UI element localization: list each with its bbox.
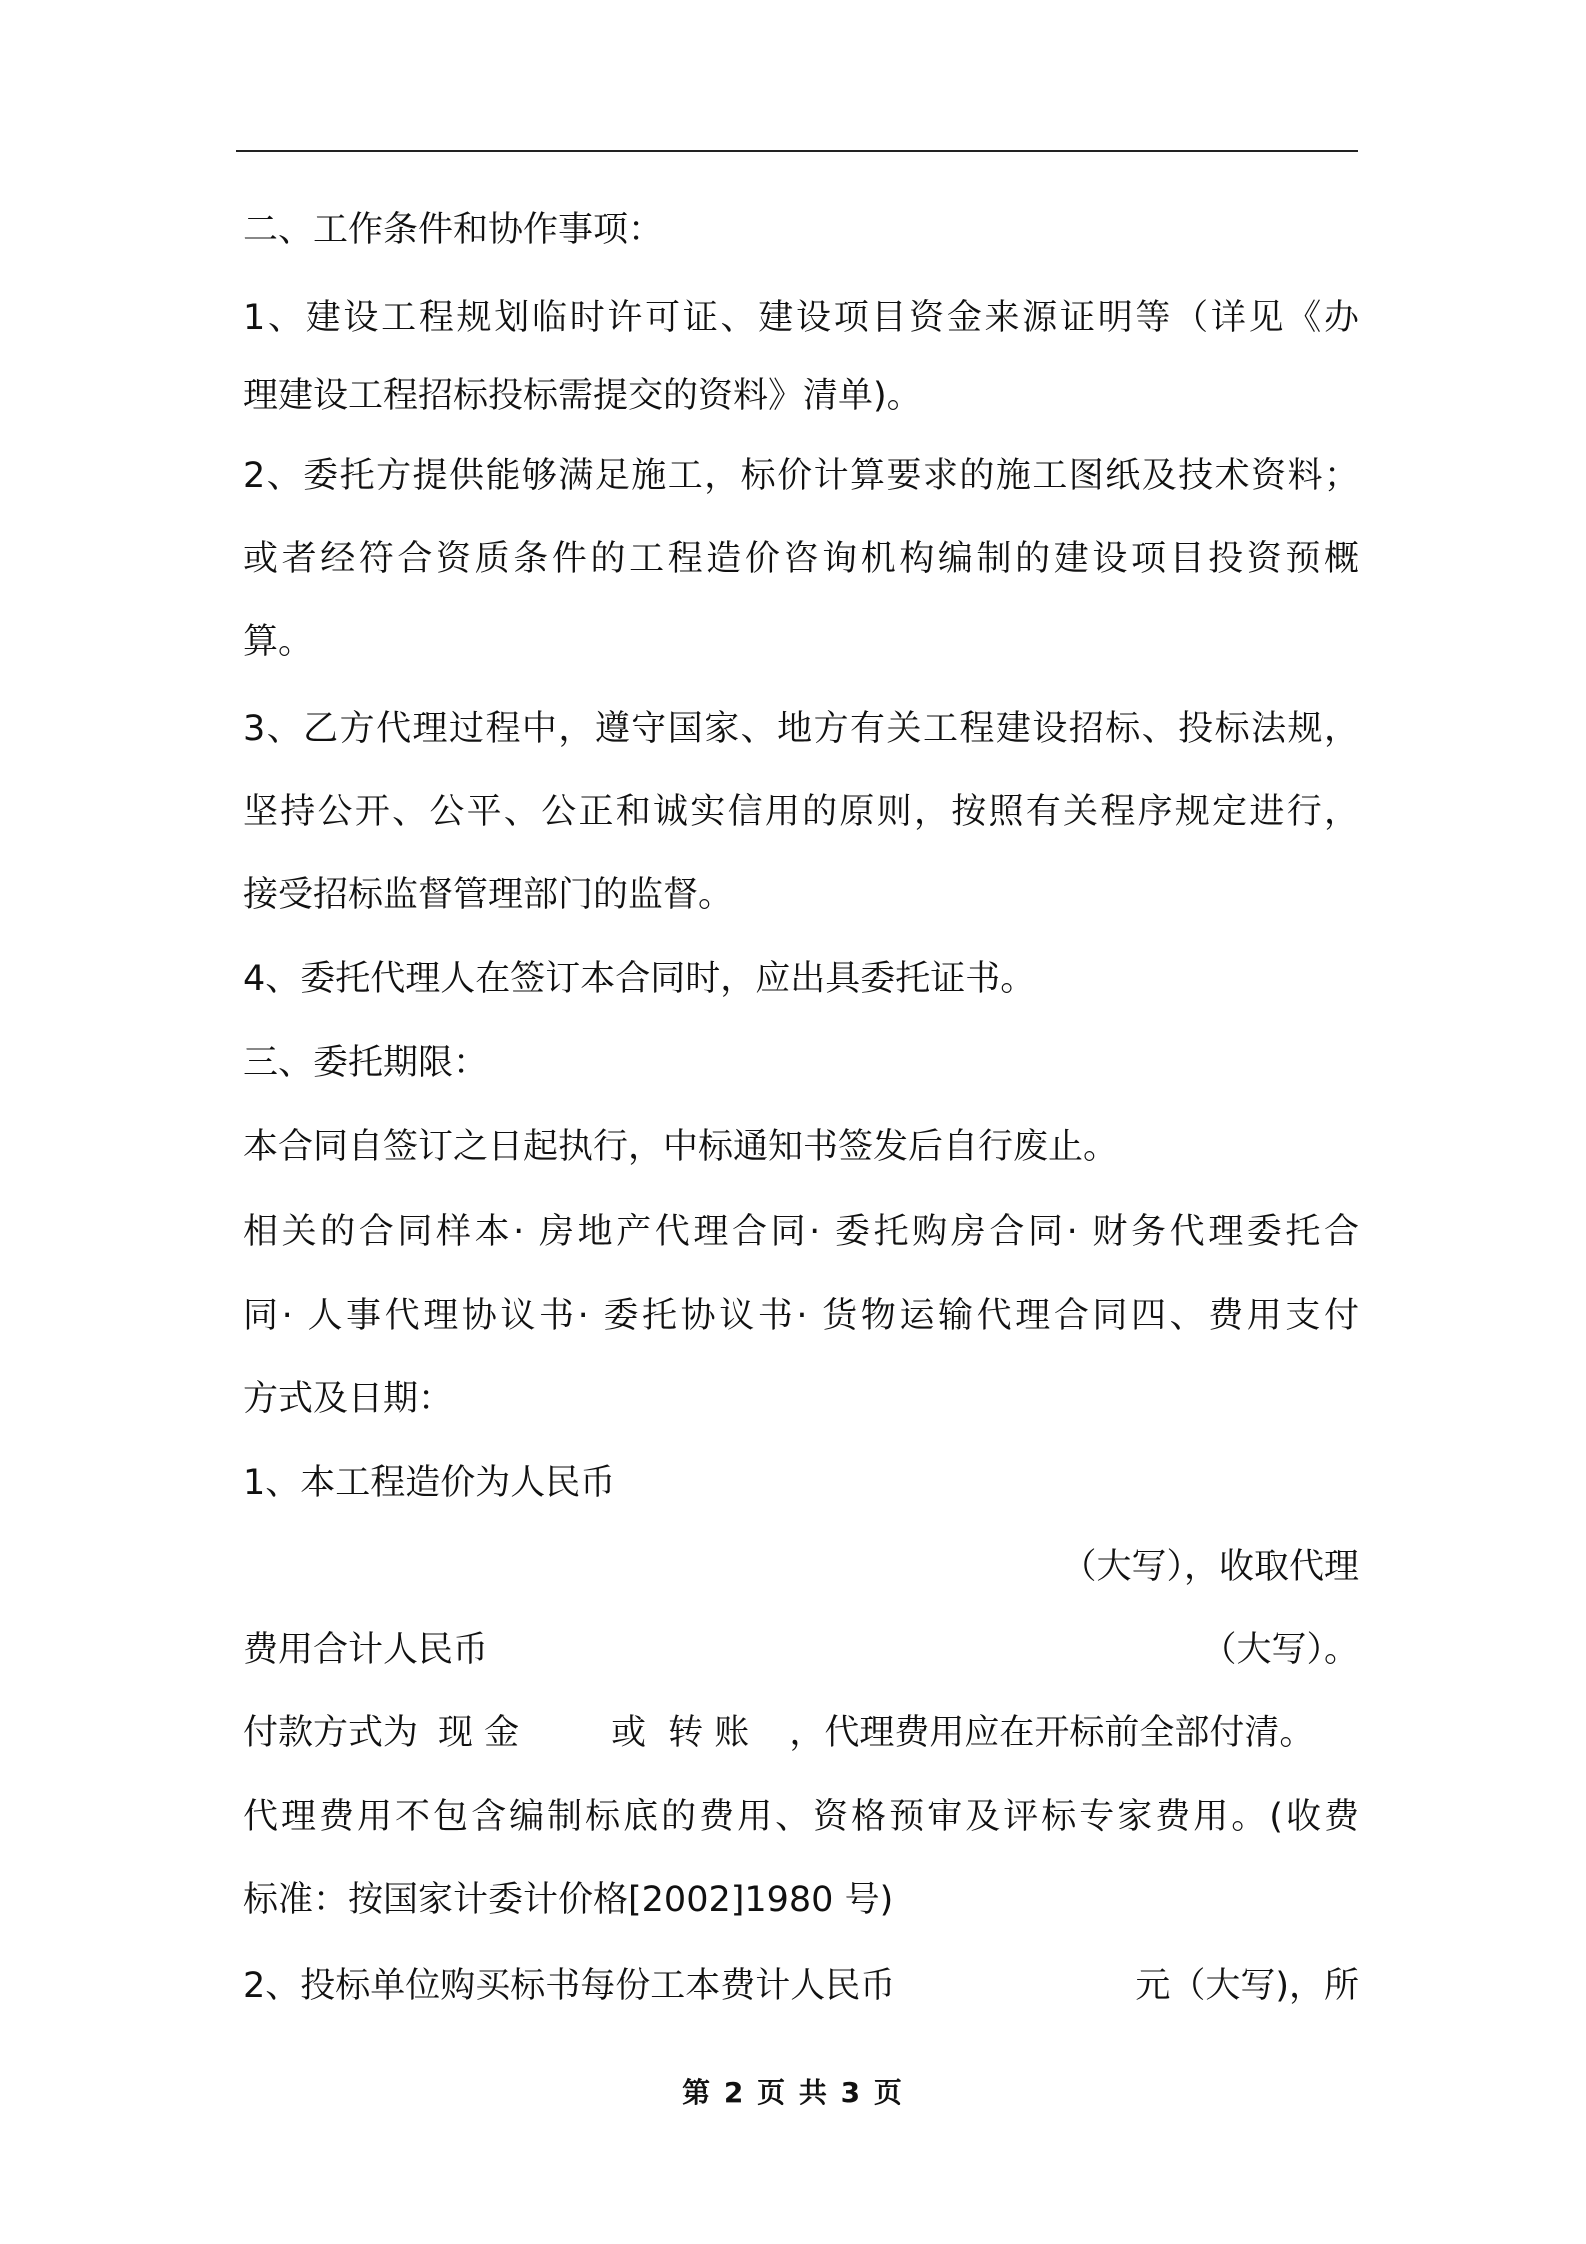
section2-item1-line2: 理建设工程招标投标需提交的资料》清单)。	[243, 376, 922, 416]
section2-item2-line2: 或者经符合资质条件的工程造价咨询机构编制的建设项目投资预概	[243, 539, 1359, 579]
section2-item3-line1: 3、乙方代理过程中，遵守国家、地方有关工程建设招标、投标法规，	[243, 709, 1359, 749]
payment-suffix: ，代理费用应在开标前全部付清。	[789, 1713, 1315, 1753]
section2-item1-line1: 1、建设工程规划临时许可证、建设项目资金来源证明等（详见《办	[243, 298, 1359, 338]
section4-item1-line1: 1、本工程造价为人民币	[243, 1463, 616, 1503]
page-footer: 第 2 页 共 3 页	[682, 2076, 904, 2109]
section4-item2-line	[243, 1959, 1359, 2013]
payment-prefix: 付款方式为	[243, 1713, 419, 1753]
payment-option-transfer: 转 账	[668, 1713, 750, 1753]
section2-item4: 4、委托代理人在签订本合同时，应出具委托证书。	[243, 959, 1036, 999]
section4-item1-line2: （大写），收取代理	[1061, 1547, 1359, 1587]
section4-item1-line3	[243, 1623, 1359, 1677]
section3-body: 本合同自签订之日起执行，中标通知书签发后自行废止。	[243, 1127, 1119, 1167]
related-contracts-line2: 同· 人事代理协议书· 委托协议书· 货物运输代理合同四、费用支付	[243, 1296, 1359, 1336]
section2-item2-line3: 算。	[243, 622, 314, 662]
fee-total-suffix: （大写）。	[1201, 1630, 1359, 1670]
related-contracts-line1: 相关的合同样本· 房地产代理合同· 委托购房合同· 财务代理委托合	[243, 1212, 1359, 1252]
section3-heading: 三、委托期限：	[243, 1043, 489, 1083]
section2-item3-line2: 坚持公开、公平、公正和诚实信用的原则，按照有关程序规定进行，	[243, 792, 1359, 832]
section2-item3-line3: 接受招标监督管理部门的监督。	[243, 875, 734, 915]
payment-option-cash: 现 金	[438, 1713, 520, 1753]
header-rule	[236, 150, 1358, 152]
tender-document-fee-label: 2、投标单位购买标书每份工本费计人民币	[243, 1966, 896, 2006]
payment-or: 或	[611, 1713, 647, 1753]
section2-heading: 二、工作条件和协作事项：	[243, 210, 664, 250]
fee-exclusion-line1: 代理费用不包含编制标底的费用、资格预审及评标专家费用。(收费	[243, 1797, 1359, 1837]
tender-document-fee-suffix: 元（大写)，所	[1135, 1966, 1359, 2006]
fee-total-label: 费用合计人民币	[243, 1630, 489, 1670]
payment-method-line	[243, 1706, 1359, 1760]
related-contracts-line3: 方式及日期：	[243, 1379, 454, 1419]
section2-item2-line1: 2、委托方提供能够满足施工，标价计算要求的施工图纸及技术资料；	[243, 456, 1359, 496]
fee-exclusion-line2: 标准：按国家计委计价格[2002]1980 号)	[243, 1880, 894, 1920]
